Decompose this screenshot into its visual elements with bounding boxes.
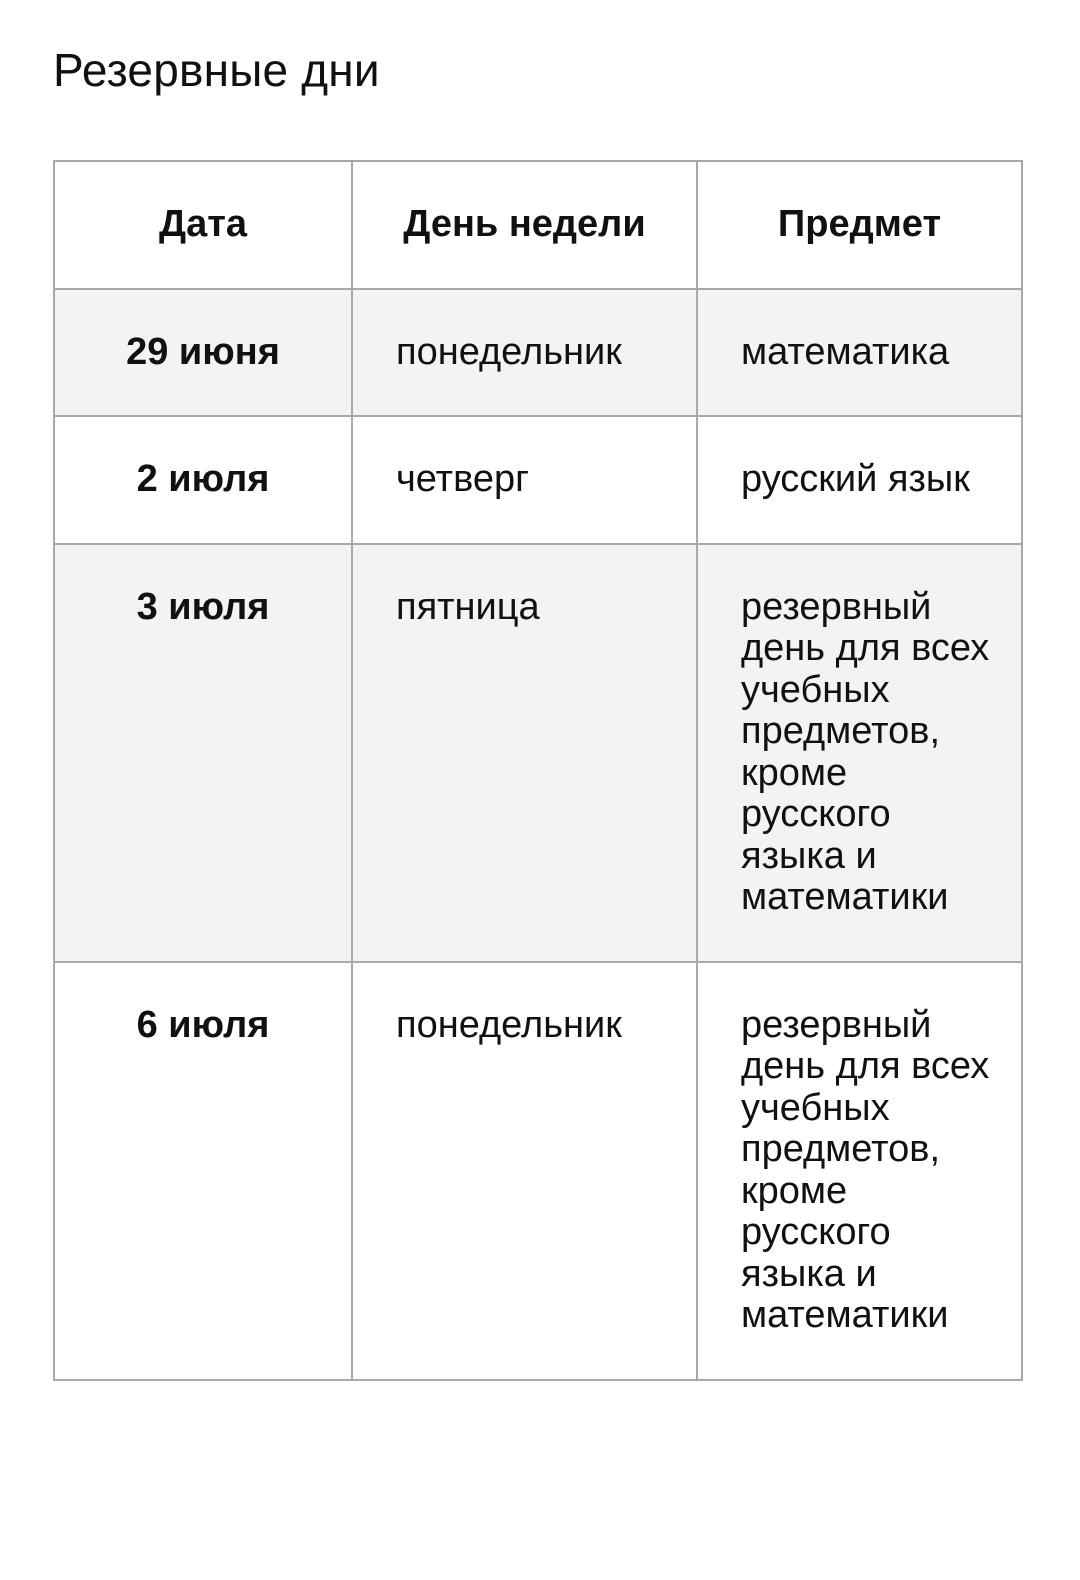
weekday-cell: четверг — [352, 416, 697, 544]
reserve-days-table — [53, 160, 1023, 1381]
weekday-cell: понедельник — [352, 962, 697, 1380]
weekday-cell: пятница — [352, 544, 697, 962]
date-cell: 29 июня — [54, 289, 352, 416]
subject-cell: русский язык — [697, 416, 1022, 544]
weekday-cell: понедельник — [352, 289, 697, 416]
table-row — [54, 962, 1022, 1380]
subject-cell: резервный день для всех учебных предметов, кроме русского языка и математики — [697, 544, 1022, 962]
subject-cell: резервный день для всех учебных предметов, кроме русского языка и математики — [697, 962, 1022, 1380]
date-cell: 3 июля — [54, 544, 352, 962]
table-row — [54, 544, 1022, 962]
table-header-row — [54, 161, 1022, 289]
header-date: Дата — [54, 161, 352, 289]
date-cell: 6 июля — [54, 962, 352, 1380]
page-title: Резервные дни — [53, 44, 380, 96]
header-weekday: День недели — [352, 161, 697, 289]
header-subject: Предмет — [697, 161, 1022, 289]
table-row — [54, 289, 1022, 416]
table-row — [54, 416, 1022, 544]
subject-cell: математика — [697, 289, 1022, 416]
date-cell: 2 июля — [54, 416, 352, 544]
